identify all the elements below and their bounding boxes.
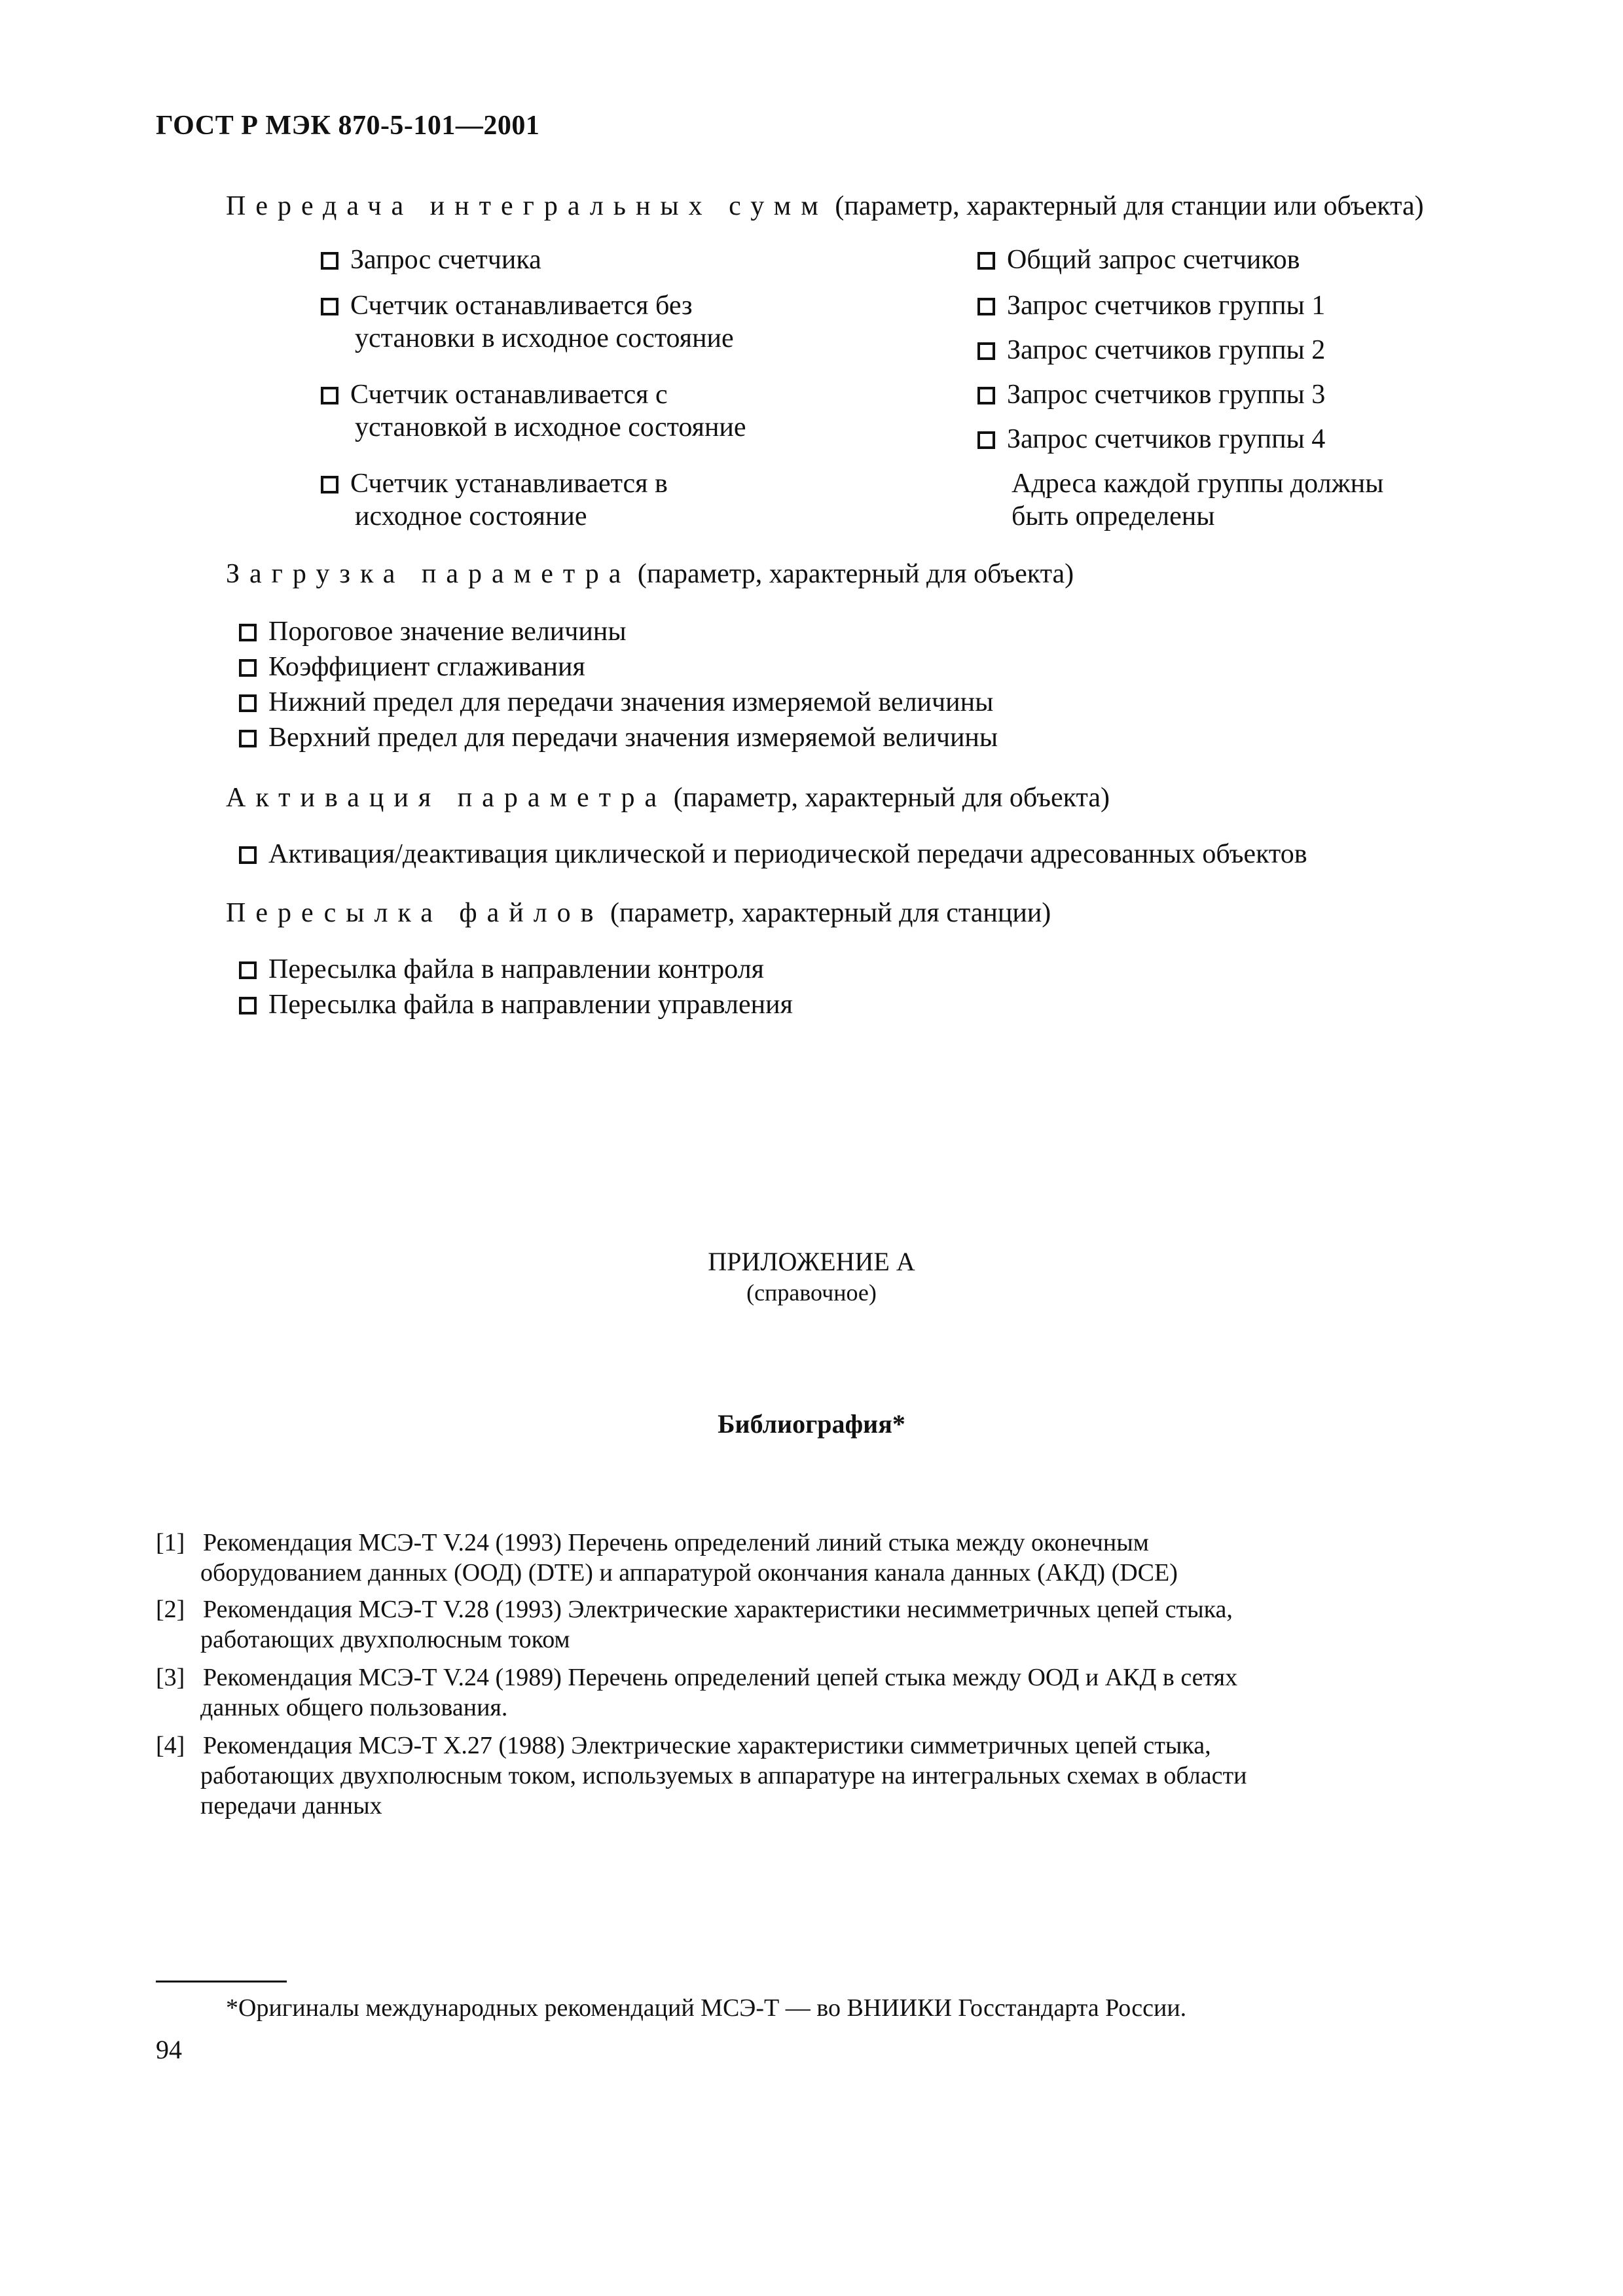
checkbox-icon[interactable] [321, 298, 338, 315]
section-title: Передача интегральных сумм [226, 191, 828, 221]
checkbox-icon[interactable] [977, 252, 995, 270]
appendix-title: ПРИЛОЖЕНИЕ А [708, 1247, 915, 1276]
checkbox-item[interactable]: Общий запрос счетчиков [977, 243, 1300, 276]
checkbox-item[interactable]: Счетчик останавливается с установкой в исходное состояние [321, 378, 805, 444]
checkbox-item[interactable]: Счетчик устанавливается в исходное состояние [321, 467, 805, 533]
section-title: Пересылка файлов [226, 898, 604, 928]
section-heading-integral-totals [226, 190, 1424, 223]
checkbox-item[interactable]: Запрос счетчиков группы 2 [977, 334, 1325, 367]
checkbox-item[interactable]: Запрос счетчиков группы 1 [977, 289, 1325, 322]
checkbox-item[interactable]: Нижний предел для передачи значения измеряемой величины [239, 686, 993, 719]
section-heading-parameter-load [226, 558, 1074, 590]
checkbox-icon[interactable] [321, 252, 338, 270]
footnote-divider [156, 1981, 287, 1982]
checkbox-icon[interactable] [239, 997, 257, 1014]
bibliography-title: Библиография* [718, 1409, 905, 1439]
checkbox-icon[interactable] [977, 431, 995, 449]
reference-item: [1] Рекомендация МСЭ-Т V.24 (1993) Перечень определений линий стыка между оконечным оборудованием данных (ООД) (DTE) и аппаратурой окончания канала данных (АКД) (DCE) [156, 1529, 1178, 1587]
appendix-subtitle: (справочное) [746, 1280, 877, 1306]
checkbox-item[interactable]: Запрос счетчиков группы 3 [977, 378, 1325, 411]
group-address-note: Адреса каждой группы должны быть определены [1012, 469, 1384, 531]
section-title: Активация параметра [226, 783, 667, 813]
checkbox-icon[interactable] [321, 476, 338, 493]
reference-item: [2] Рекомендация МСЭ-Т V.28 (1993) Электрические характеристики несимметричных цепей стыка, работающих двухполюсным током [156, 1596, 1233, 1653]
section-heading-file-transfer [226, 897, 1051, 929]
section-title: Загрузка параметра [226, 559, 631, 589]
section-note: (параметр, характерный для станции) [610, 898, 1051, 928]
section-note: (параметр, характерный для объекта) [673, 783, 1110, 813]
document-header: ГОСТ Р МЭК 870-5-101—2001 [156, 111, 540, 141]
checkbox-item[interactable]: Верхний предел для передачи значения измеряемой величины [239, 721, 998, 754]
checkbox-icon[interactable] [239, 846, 257, 864]
checkbox-icon[interactable] [239, 961, 257, 979]
checkbox-item[interactable]: Пересылка файла в направлении контроля [239, 953, 764, 986]
checkbox-icon[interactable] [977, 387, 995, 404]
checkbox-icon[interactable] [239, 694, 257, 712]
reference-item: [4] Рекомендация МСЭ-Т Х.27 (1988) Электрические характеристики симметричных цепей стыка, работающих двухполюсным током, используемых в аппаратуре на интегральных схемах в области передачи данных [156, 1732, 1247, 1820]
section-note: (параметр, характерный для станции или объекта) [835, 191, 1424, 221]
page-number: 94 [156, 2035, 182, 2064]
checkbox-icon[interactable] [239, 730, 257, 747]
checkbox-item[interactable]: Пороговое значение величины [239, 615, 627, 648]
checkbox-icon[interactable] [977, 342, 995, 360]
checkbox-item[interactable]: Запрос счетчиков группы 4 [977, 423, 1325, 456]
checkbox-icon[interactable] [239, 659, 257, 677]
checkbox-item[interactable]: Запрос счетчика [321, 243, 541, 276]
footnote: *Оригиналы международных рекомендаций МСЭ-Т — во ВНИИКИ Госстандарта России. [226, 1994, 1187, 2022]
section-note: (параметр, характерный для объекта) [637, 559, 1074, 589]
checkbox-icon[interactable] [321, 387, 338, 404]
checkbox-item[interactable]: Активация/деактивация циклической и периодической передачи адресованных объектов [239, 838, 1307, 870]
section-heading-parameter-activation [226, 781, 1110, 814]
checkbox-item[interactable]: Коэффициент сглаживания [239, 651, 585, 683]
checkbox-icon[interactable] [239, 624, 257, 641]
reference-item: [3] Рекомендация МСЭ-Т V.24 (1989) Перечень определений цепей стыка между ООД и АКД в сетях данных общего пользования. [156, 1664, 1238, 1721]
checkbox-icon[interactable] [977, 298, 995, 315]
checkbox-item[interactable]: Пересылка файла в направлении управления [239, 988, 793, 1021]
checkbox-item[interactable]: Счетчик останавливается без установки в исходное состояние [321, 289, 805, 355]
